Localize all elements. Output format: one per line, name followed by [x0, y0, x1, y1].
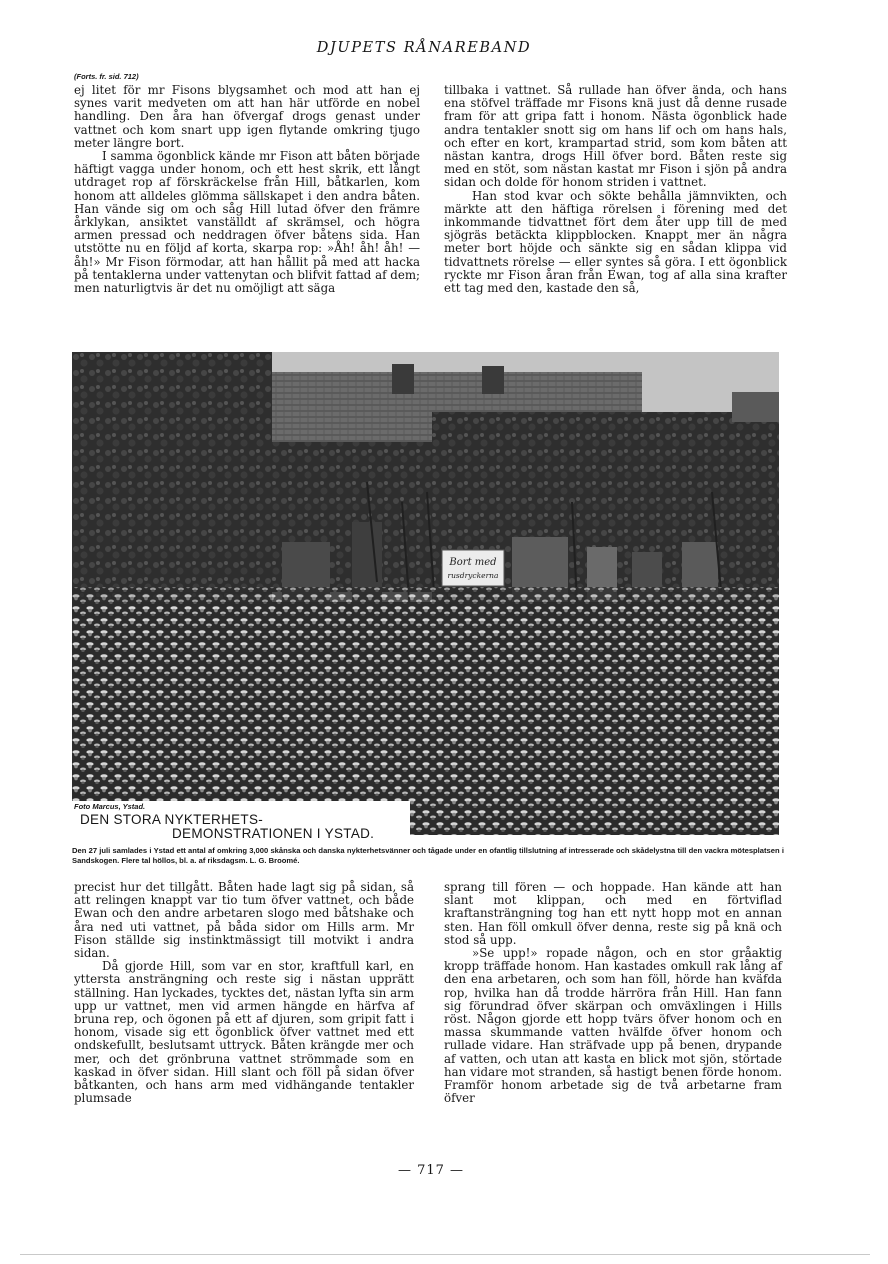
paragraph: sprang till fören — och hoppade. Han kände att han slant mot klippan, och med en förtviflad kraftansträngning tog han ett nytt hopp mot en annan sten. Han föll omkull öfver denna, reste sig på knä och stod så upp. — [444, 880, 782, 947]
page-bottom-rule — [20, 1254, 870, 1255]
paragraph: precist hur det tillgått. Båten hade lagt sig på sidan, så att relingen knappt var tio tum öfver vattnet, och både Ewan och den andre arbetaren slogo med båtshake och åra ned uti vattnet, på båda sidor om Hills arm. Mr Fison ställde sig instinktmässigt till motvikt i andra sidan. — [74, 880, 414, 961]
running-header-title: DJUPETS RÅNAREBAND — [316, 40, 532, 56]
article-column-bottom-right — [444, 881, 782, 1105]
article-column-top-left — [74, 84, 420, 295]
continuation-note: (Forts. fr. sid. 712) — [74, 72, 139, 81]
banner-text-line-1: Bort med — [449, 557, 497, 568]
paragraph: Han stod kvar och sökte behålla jämnvikten, och märkte att den häftiga rörelsen i förening med det inkommande tidvattnet fört dem åter upp till de med sjögräs betäckta klippblocken. Knappt mer än några meter bort höjde och sänkte sig en sådan klippa vid tidvattnets rörelse — eller syntes så göra. I ett ögonblick ryckte mr Fison åran från Ewan, tog af alla sina krafter ett tag med den, kastade den så, — [444, 188, 787, 296]
photo-caption-body: Den 27 juli samlades i Ystad ett antal af omkring 3,000 skånska och danska nykterhetsvänner och tågade under en ofantlig tillslutning af intresserade och skådelystna till den vackra mötesplatsen i Sandskogen. Flere tal höllos, bl. a. af riksdagsm. L. G. Broomé. — [72, 846, 784, 865]
banner-text-line-2: rusdryckerna — [447, 571, 499, 580]
caption-title-line-1: DEN STORA NYKTERHETS- — [80, 812, 264, 827]
photo-illustration — [72, 352, 779, 835]
paragraph: I samma ögonblick kände mr Fison att båten började häftigt vagga under honom, och ett hest skrik, ett långt utdraget rop af förskräckelse från Hill, båtkarlen, kom honom att alldeles glömma sällskapet i den andra båten. Han vände sig om och såg Hill lutad öfver den främre årklykan, ansiktet vanställdt af skrämsel, och högra armen pressad och neddragen öfver båtens sida. Han utstötte nu en följd af korta, skarpa rop: »Åh! åh! åh! — åh!» Mr Fison förmodar, att han hållit på med att hacka på tentaklerna under vattenytan och blifvit fattad af dem; men naturligtvis är det nu omöjligt att säga — [74, 149, 420, 296]
paragraph: Då gjorde Hill, som var en stor, kraftfull karl, en yttersta ansträngning och reste sig i nästan upprätt ställning. Han lyckades, tycktes det, nästan lyfta sin arm upp ur vattnet, men vid armen hängde en härfva af bruna rep, och ögonen på ett af djuren, som gripit fatt i honom, visade sig ett ögonblick öfver vattnet med ett ondskefullt, beslutsamt uttryck. Båten krängde mer och mer, och det grönbruna vattnet strömmade som en kaskad in öfver sidan. Hill slant och föll på sidan öfver båtkanten, och hans arm med vidhängande tentakler plumsade — [74, 959, 415, 1106]
paragraph: tillbaka i vattnet. Så rullade han öfver ända, och hans ena stöfvel träffade mr Fisons knä just då denne rusade fram för att gripa fatt i honom. Nästa ögonblick hade andra tentakler snott sig om hans lif och om hans hals, och efter en kort, krampartad strid, som kom båten att nästan kantra, drogs Hill öfver bord. Båten reste sig med en stöt, som nästan kastat mr Fison i sjön på andra sidan och dolde för honom striden i vattnet. — [444, 83, 787, 190]
article-column-top-right — [444, 84, 787, 295]
page-number: — 717 — — [397, 1163, 465, 1178]
article-column-bottom-left — [74, 881, 414, 1105]
paragraph: ej litet för mr Fisons blygsamhet och mod att han ej synes varit medveten om att han här utförde en nobel handling. Den åra han öfvergaf drogs genast under vattnet och kom snart upp igen flytande omkring tjugo meter längre bort. — [74, 83, 420, 150]
photo-caption-title — [80, 813, 410, 841]
photo-credit: Foto Marcus, Ystad. — [74, 802, 146, 811]
paragraph: »Se upp!» ropade någon, och en stor gråaktig kropp träffade honom. Han kastades omkull rak lång af den ena arbetaren, och som han föll, hörde han kväfda rop, hvilka han då trodde härröra från Hill. Han fann sig förundrad öfver skärpan och omväxlingen i Hills röst. Någon gjorde ett hopp tvärs öfver honom och en massa skummande vatten hvälfde öfver honom och rullade vidare. Han sträfvade upp på benen, drypande af vatten, och utan att kasta en blick mot sjön, störtade han vidare mot stranden, så hastigt benen förde honom. Framför honom arbetade sig de två arbetarne fram öfver — [444, 946, 782, 1106]
caption-title-line-2: DEMONSTRATIONEN I YSTAD. — [172, 826, 375, 841]
crowd-photograph — [72, 352, 779, 835]
